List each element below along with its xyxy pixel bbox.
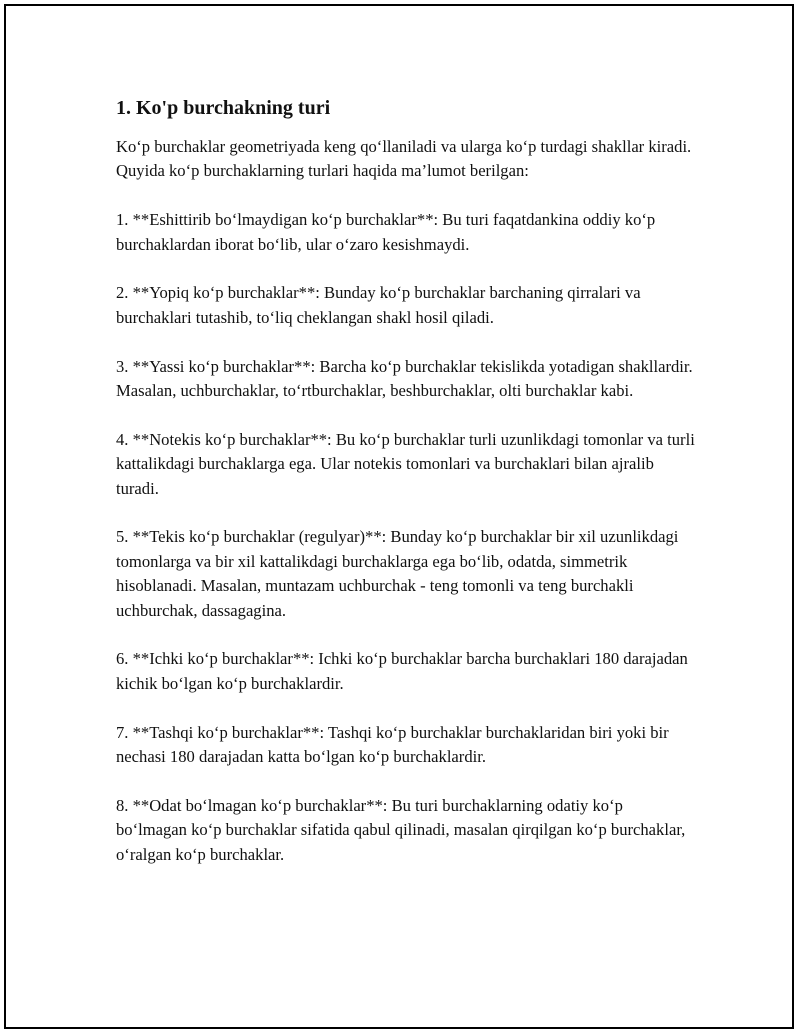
list-item-4: 4. **Notekis ko‘p burchaklar**: Bu ko‘p burchaklar turli uzunlikdagi tomonlar va turli kattalikdagi burchaklarga ega. Ular notekis tomonlari va burchaklari bilan ajralib turadi. [116, 429, 695, 498]
list-item-1: 1. **Eshittirib bo‘lmaydigan ko‘p burchaklar**: Bu turi faqatdankina oddiy ko‘p burchaklardan iborat bo‘lib, ular o‘zaro kesishmaydi. [116, 210, 656, 254]
list-item-8: 8. **Odat bo‘lmagan ko‘p burchaklar**: Bu turi burchaklarning odatiy ko‘p bo‘lmagan ko‘p burchaklar sifatida qabul qilinadi, masalan qirqilgan ko‘p burchaklar, o‘ralgan ko‘p burchaklar. [116, 795, 686, 864]
list-item-5: 5. **Tekis ko‘p burchaklar (regulyar)**: Bunday ko‘p burchaklar bir xil uzunlikdagi tomonlarga va bir xil kattalikdagi burchaklarga ega bo‘lib, odatda, simmetrik hisoblanadi. Masalan, muntazam uchburchak - teng tomonli va teng burchakli uchburchak, dassagagina. [116, 527, 679, 620]
document-body [116, 95, 696, 891]
list-item-3: 3. **Yassi ko‘p burchaklar**: Barcha ko‘p burchaklar tekislikda yotadigan shakllardir. Masalan, uchburchaklar, to‘rtburchaklar, beshburchaklar, olti burchaklar kabi. [116, 356, 693, 401]
list-item-7: 7. **Tashqi ko‘p burchaklar**: Tashqi ko‘p burchaklar burchaklaridan biri yoki bir nechasi 180 darajadan katta bo‘lgan ko‘p burchaklardir. [116, 722, 669, 767]
document-title: 1. Ko'p burchakning turi [116, 97, 331, 119]
list-item-6: 6. **Ichki ko‘p burchaklar**: Ichki ko‘p burchaklar barcha burchaklari 180 darajadan kichik bo‘lgan ko‘p burchaklardir. [116, 649, 688, 693]
list-item-2: 2. **Yopiq ko‘p burchaklar**: Bunday ko‘p burchaklar barchaning qirralari va burchaklari tutashib, to‘liq cheklangan shakl hosil qiladi. [116, 283, 641, 327]
intro-paragraph: Ko‘p burchaklar geometriyada keng qo‘llaniladi va ularga ko‘p turdagi shakllar kiradi. Quyida ko‘p burchaklarning turlari haqida ma’lumot berilgan: [116, 137, 692, 181]
